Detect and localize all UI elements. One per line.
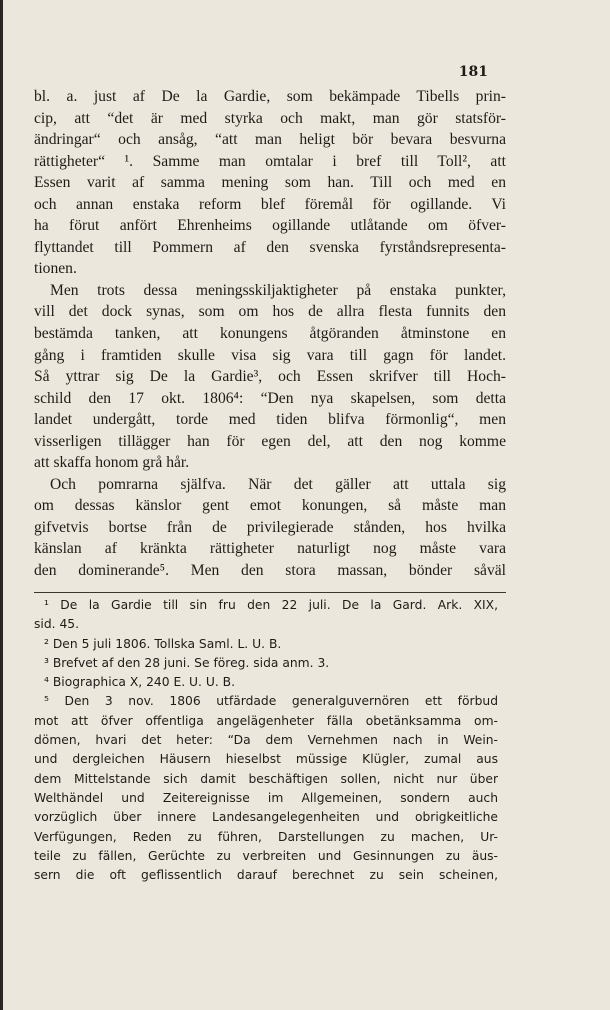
body-text bbox=[34, 86, 506, 582]
footnote-line: und dergleichen Häusern hieselbst müssige Klügler, zumal aus bbox=[34, 752, 498, 767]
page-edge bbox=[0, 0, 3, 1010]
footnote-line: teile zu fällen, Gerüchte zu verbreiten und Gesinnungen zu äus- bbox=[34, 848, 498, 863]
footnote-line: sern die oft geflissentlich darauf berechnet zu sein scheinen, bbox=[34, 868, 498, 883]
body-line: landet undergått, torde med tiden blifva förmonlig“, men bbox=[34, 411, 506, 429]
body-line: bestämda tanken, att konungens åtgöranden åtminstone en bbox=[34, 325, 506, 343]
footnote-line: dem Mittelstande sich damit beschäftigen sollen, nicht nur über bbox=[34, 771, 498, 786]
body-line: tionen. bbox=[34, 260, 77, 278]
footnote-line: Welthändel und Zeitereignisse im Allgemeinen, sondern auch bbox=[34, 790, 498, 805]
body-line: schild den 17 okt. 1806⁴: “Den nya skapelsen, som detta bbox=[34, 389, 506, 407]
footnotes bbox=[34, 596, 498, 885]
footnote-line: ¹ De la Gardie till sin fru den 22 juli. De la Gard. Ark. XIX, bbox=[44, 598, 498, 612]
footnote-line: Verfügungen, Reden zu führen, Darstellungen zu machen, Ur- bbox=[34, 829, 498, 844]
footnote-line: ² Den 5 juli 1806. Tollska Saml. L. U. B. bbox=[44, 636, 282, 651]
body-line: att skaffa honom grå hår. bbox=[34, 454, 190, 472]
body-line: bl. a. just af De la Gardie, som bekämpade Tibells prin- bbox=[34, 88, 506, 105]
footnote-line: vorzüglich über innere Landesangelegenheiten und obrigkeitliche bbox=[34, 810, 498, 825]
body-line: om dessas känslor gent emot konungen, så måste man bbox=[34, 497, 506, 515]
footnote-line: dömen, hvari det heter: “Da dem Vernehmen nach in Wein- bbox=[34, 733, 498, 748]
page-number: 181 bbox=[458, 64, 488, 80]
body-line: ändringar“ och ansåg, “att man heligt bör bevara besvurna bbox=[34, 131, 506, 149]
body-line: vill det dock synas, som om hos de allra flesta funnits den bbox=[34, 303, 506, 321]
body-line: gång i framtiden skulle visa sig vara till gagn för landet. bbox=[34, 346, 506, 364]
footnote-line: ⁴ Biographica X, 240 E. U. U. B. bbox=[44, 675, 236, 690]
body-line: den dominerande⁵. Men den stora massan, bönder såväl bbox=[34, 562, 506, 580]
body-line: och annan enstaka reform blef föremål för ogillande. Vi bbox=[34, 195, 506, 213]
footnote-line: sid. 45. bbox=[34, 617, 80, 632]
body-line: Essen varit af samma mening som han. Till och med en bbox=[34, 174, 506, 192]
body-line: ha förut anfört Ehrenheims ogillande utlåtande om öfver- bbox=[34, 217, 506, 235]
body-line: Så yttrar sig De la Gardie³, och Essen skrifver till Hoch- bbox=[34, 368, 506, 386]
paragraph-start-line: Men trots dessa meningsskiljaktigheter på enstaka punkter, bbox=[50, 281, 506, 299]
footnote-line: ³ Brefvet af den 28 juni. Se föreg. sida anm. 3. bbox=[44, 655, 330, 670]
paragraph-start-line: Och pomrarna själfva. När det gäller att uttala sig bbox=[50, 475, 506, 493]
body-line: flyttandet till Pommern af den svenska fyrståndsrepresenta- bbox=[34, 238, 506, 256]
footnote-line: mot att öfver offentliga angelägenheter fälla obetänksamma om- bbox=[34, 713, 498, 728]
body-line: rättigheter“ ¹. Samme man omtalar i bref till Toll², att bbox=[34, 152, 506, 170]
body-line: känslan af kränkta rättigheter naturligt nog måste vara bbox=[34, 540, 506, 558]
footnote-line: ⁵ Den 3 nov. 1806 utfärdade generalguvernören ett förbud bbox=[44, 694, 498, 709]
body-line: cip, att “det är med styrka och makt, man gör statsför- bbox=[34, 109, 506, 127]
body-line: visserligen tillägger han för egen del, att den nog komme bbox=[34, 432, 506, 450]
footnote-divider bbox=[34, 592, 506, 593]
body-line: gifvetvis bortse från de privilegierade stånden, hos hvilka bbox=[34, 518, 506, 536]
